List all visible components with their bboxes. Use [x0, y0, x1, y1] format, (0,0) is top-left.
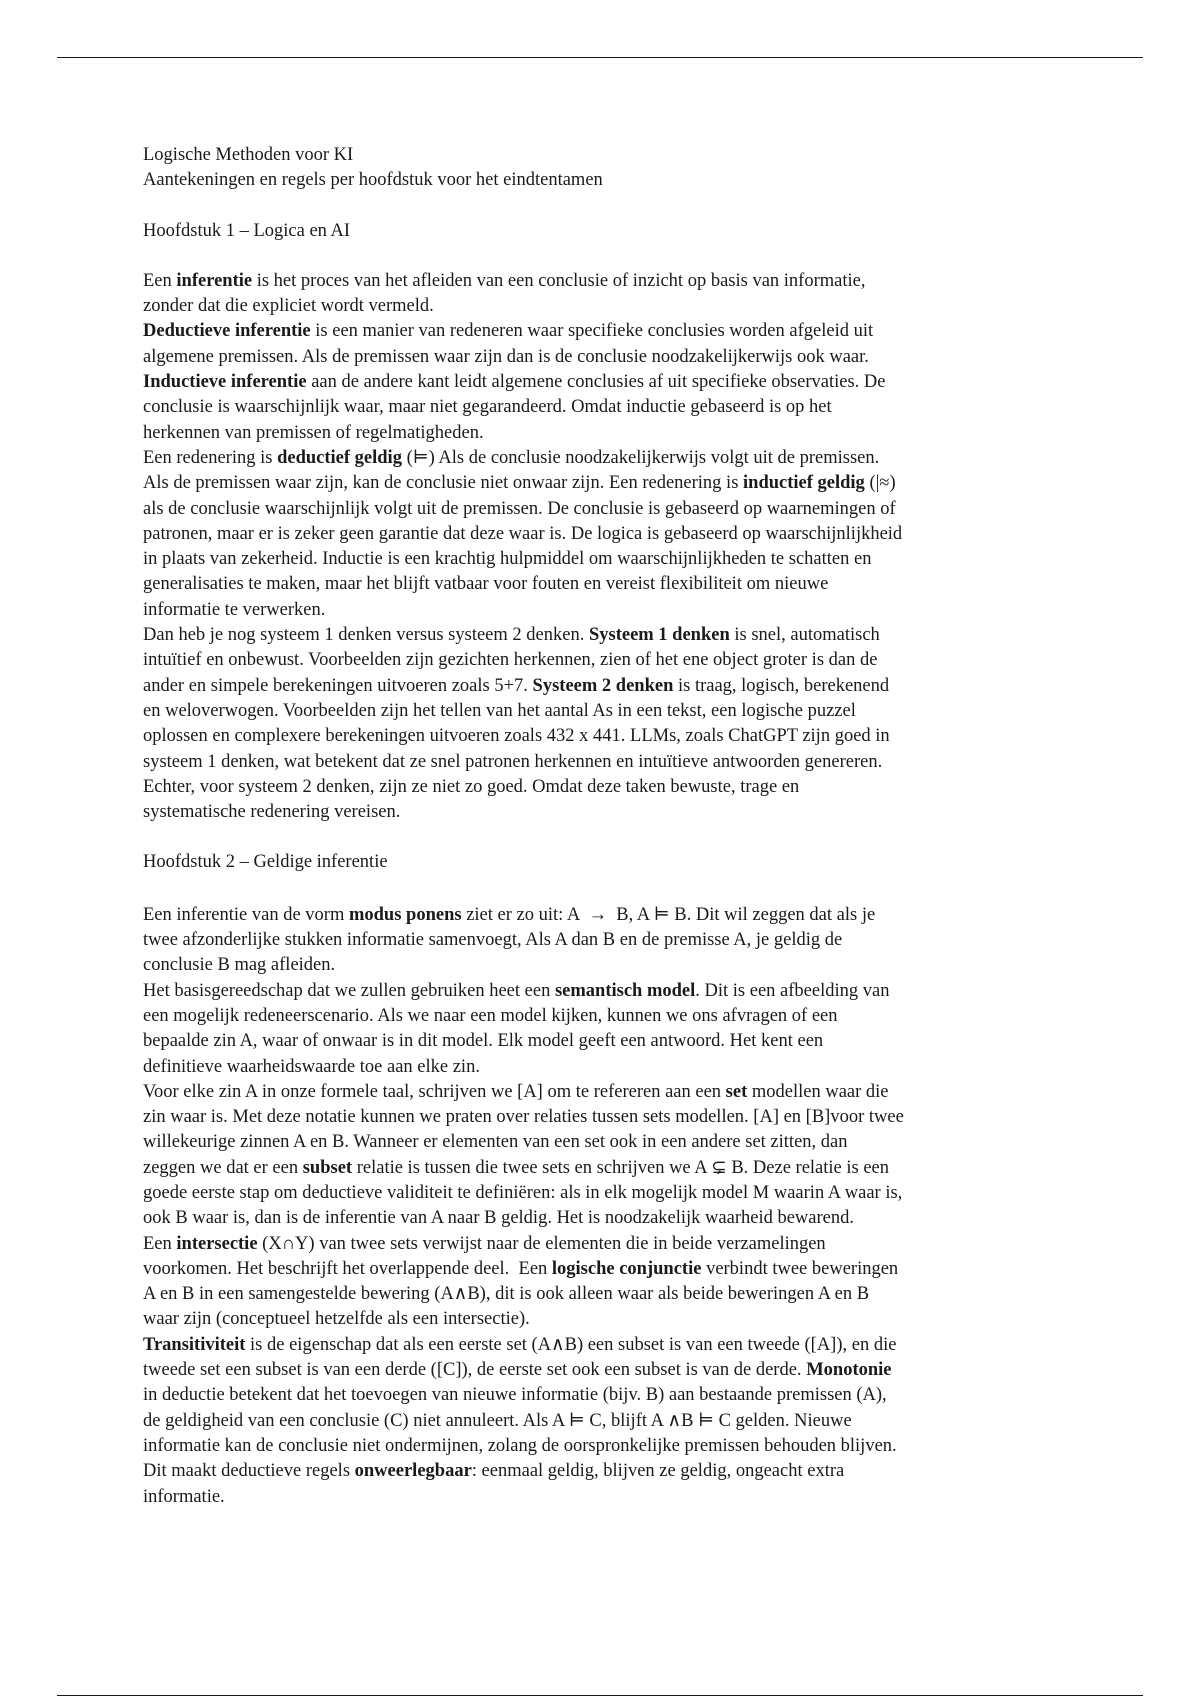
text: ziet er zo uit: A → B, A ⊨ B. Dit wil zeggen dat als je [461, 904, 876, 925]
text: Een inferentie van de vorm [143, 904, 349, 925]
text: is traag, logisch, berekenend [673, 675, 890, 696]
text: ander en simpele berekeningen uitvoeren zoals 5+7. [143, 675, 533, 696]
text: ook B waar is, dan is de inferentie van A naar B geldig. Het is noodzakelijk waarheid bewarend. [143, 1208, 855, 1229]
footer-rule [57, 1695, 1143, 1696]
text: A en B in een samengestelde bewering (A∧B), dit is ook alleen waar als beide beweringen A en B [143, 1284, 870, 1305]
term-systeem-1-denken: Systeem 1 denken [588, 625, 730, 646]
term-semantisch-model: semantisch model [554, 980, 696, 1001]
text: verbindt twee beweringen [701, 1258, 899, 1279]
text: algemene premissen. Als de premissen waar zijn dan is de conclusie noodzakelijkerwijs ook waar. [143, 346, 869, 367]
text: Als de premissen waar zijn, kan de conclusie niet onwaar zijn. Een redenering is [143, 473, 744, 494]
text: oplossen en complexere berekeningen uitvoeren zoals 432 x 441. LLMs, zoals ChatGPT zijn goed in [143, 726, 890, 747]
text: informatie te verwerken. [143, 599, 326, 620]
text: zonder dat die expliciet wordt vermeld. [143, 296, 434, 317]
text: waar zijn (conceptueel hetzelfde als een intersectie). [143, 1309, 530, 1330]
text: tweede set een subset is van een derde ([C]), de eerste set ook een subset is van de derde. [143, 1360, 807, 1381]
term-monotonie: Monotonie [806, 1360, 892, 1381]
text: (X∩Y) van twee sets verwijst naar de elementen die in beide verzamelingen [257, 1233, 826, 1254]
term-subset: subset [302, 1157, 353, 1178]
text: is de eigenschap dat als een eerste set (A∧B) een subset is van een tweede ([A]), en die [245, 1334, 897, 1355]
text: Een redenering is [143, 447, 278, 468]
text: goede eerste stap om deductieve validiteit te definiëren: als in elk mogelijk model M waarin A waar is, [143, 1182, 903, 1203]
text: conclusie B mag afleiden. [143, 955, 336, 976]
text: definitieve waarheidswaarde toe aan elke zin. [143, 1056, 480, 1077]
document-subtitle: Aantekeningen en regels per hoofdstuk voor het eindtentamen [143, 170, 603, 191]
text: voorkomen. Het beschrijft het overlappende deel. Een [143, 1258, 552, 1279]
text: intuïtief en onbewust. Voorbeelden zijn gezichten herkennen, zien of het ene object groter is dan de [143, 650, 878, 671]
term-transitiviteit: Transitiviteit [143, 1334, 246, 1355]
chapter-1-paragraph-5 [143, 623, 1063, 825]
term-intersectie: intersectie [176, 1233, 258, 1254]
chapter-2-paragraph-2 [143, 979, 1063, 1080]
chapter-2-paragraph-5 [143, 1333, 1063, 1510]
chapter-2-heading: Hoofdstuk 2 – Geldige inferentie [143, 852, 388, 873]
text: als de conclusie waarschijnlijk volgt uit de premissen. De conclusie is gebaseerd op waarnemingen of [143, 498, 896, 519]
text: is een manier van redeneren waar specifieke conclusies worden afgeleid uit [310, 321, 874, 342]
term-deductieve-inferentie: Deductieve inferentie [143, 321, 311, 342]
text: Dan heb je nog systeem 1 denken versus systeem 2 denken. [143, 625, 589, 646]
term-inductief-geldig: inductief geldig [743, 473, 865, 494]
term-logische-conjunctie: logische conjunctie [551, 1258, 702, 1279]
text: Voor elke zin A in onze formele taal, schrijven we [A] om te refereren aan een [143, 1081, 726, 1102]
text: informatie. [143, 1486, 225, 1507]
text: Een [143, 1233, 177, 1254]
text: Een [143, 270, 177, 291]
text: informatie kan de conclusie niet ondermijnen, zolang de oorspronkelijke premissen behouden blijven. [143, 1435, 897, 1456]
document-body [143, 143, 1063, 1510]
text: aan de andere kant leidt algemene conclusies af uit specifieke observaties. De [306, 372, 886, 393]
text: systeem 1 denken, wat betekent dat ze snel patronen herkennen en intuïtieve antwoorden genereren. [143, 751, 883, 772]
chapter-1-paragraph-2 [143, 319, 1063, 370]
text: een mogelijk redeneerscenario. Als we naar een model kijken, kunnen we ons afvragen of een [143, 1005, 838, 1026]
text: relatie is tussen die twee sets en schrijven we A ⊊ B. Deze relatie is een [352, 1157, 890, 1178]
text: zin waar is. Met deze notatie kunnen we praten over relaties tussen sets modellen. [A] en [B]voor twee [143, 1107, 904, 1128]
term-systeem-2-denken: Systeem 2 denken [532, 675, 674, 696]
text: (⊨) Als de conclusie noodzakelijkerwijs volgt uit de premissen. [401, 447, 880, 468]
text: Het basisgereedschap dat we zullen gebruiken heet een [143, 980, 555, 1001]
chapter-1-paragraph-1 [143, 269, 1063, 320]
term-inductieve-inferentie: Inductieve inferentie [143, 372, 307, 393]
text: conclusie is waarschijnlijk waar, maar niet gegarandeerd. Omdat inductie gebaseerd is op het [143, 397, 832, 418]
text: (|≈) [864, 473, 896, 494]
header-rule [57, 57, 1143, 58]
text: herkennen van premissen of regelmatigheden. [143, 422, 484, 443]
text: en weloverwogen. Voorbeelden zijn het tellen van het aantal As in een tekst, een logische puzzel [143, 700, 856, 721]
term-inferentie: inferentie [176, 270, 253, 291]
text: is het proces van het afleiden van een conclusie of inzicht op basis van informatie, [252, 270, 866, 291]
text: is snel, automatisch [729, 625, 880, 646]
text: . Dit is een afbeelding van [695, 980, 890, 1001]
chapter-1-heading: Hoofdstuk 1 – Logica en AI [143, 220, 351, 241]
text: : eenmaal geldig, blijven ze geldig, ongeacht extra [471, 1461, 845, 1482]
term-onweerlegbaar: onweerlegbaar [354, 1461, 472, 1482]
text: Dit maakt deductieve regels [143, 1461, 355, 1482]
text: willekeurige zinnen A en B. Wanneer er elementen van een set ook in een andere set zitten, dan [143, 1132, 848, 1153]
text: Echter, voor systeem 2 denken, zijn ze niet zo goed. Omdat deze taken bewuste, trage en [143, 776, 800, 797]
chapter-2-paragraph-4 [143, 1232, 1063, 1333]
text: systematische redenering vereisen. [143, 802, 401, 823]
text: modellen waar die [747, 1081, 889, 1102]
text: twee afzonderlijke stukken informatie samenvoegt, Als A dan B en de premisse A, je geldig de [143, 930, 843, 951]
chapter-1-paragraph-3 [143, 370, 1063, 446]
chapter-1-paragraph-4 [143, 446, 1063, 623]
text: patronen, maar er is zeker geen garantie dat deze waar is. De logica is gebaseerd op waarschijnlijkheid [143, 523, 903, 544]
text: generalisaties te maken, maar het blijft vatbaar voor fouten en vereist flexibiliteit om nieuwe [143, 574, 829, 595]
term-modus-ponens: modus ponens [348, 904, 462, 925]
chapter-2-paragraph-1 [143, 903, 1063, 979]
text: de geldigheid van een conclusie (C) niet annuleert. Als A ⊨ C, blijft A ∧B ⊨ C gelden. Nieuwe [143, 1410, 852, 1431]
text: zeggen we dat er een [143, 1157, 303, 1178]
chapter-2-paragraph-3 [143, 1080, 1063, 1232]
text: in plaats van zekerheid. Inductie is een krachtig hulpmiddel om waarschijnlijkheden te schatten en [143, 549, 872, 570]
document-title: Logische Methoden voor KI [143, 145, 354, 165]
term-set: set [725, 1081, 748, 1102]
text: in deductie betekent dat het toevoegen van nieuwe informatie (bijv. B) aan bestaande premissen (A), [143, 1385, 887, 1406]
text: bepaalde zin A, waar of onwaar is in dit model. Elk model geeft een antwoord. Het kent een [143, 1031, 824, 1052]
term-deductief-geldig: deductief geldig [277, 447, 402, 468]
